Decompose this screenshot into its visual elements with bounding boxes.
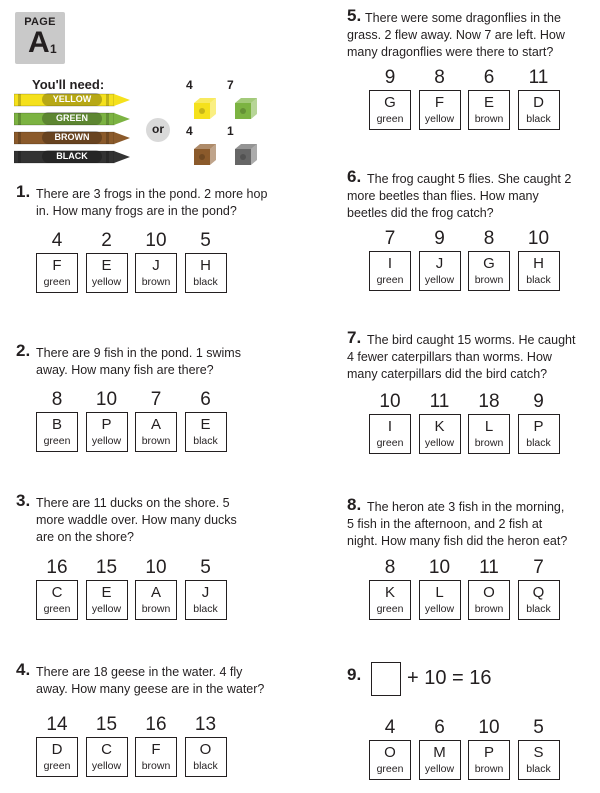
answer-value: 9	[533, 391, 544, 412]
answer-color: yellow	[424, 437, 455, 449]
answer-choice[interactable]	[185, 556, 227, 620]
answer-value: 16	[145, 714, 167, 735]
answer-value: 5	[200, 557, 211, 578]
answer-box	[419, 251, 461, 291]
answer-color: brown	[141, 603, 171, 615]
cube-icon	[231, 95, 255, 119]
answer-choice[interactable]	[518, 716, 560, 780]
answer-choice[interactable]	[86, 556, 128, 620]
equation-text: + 10 = 16	[407, 667, 492, 689]
answer-letter: D	[533, 94, 544, 111]
answer-color: black	[526, 113, 551, 125]
answer-box	[86, 737, 128, 777]
answer-letter: G	[384, 94, 396, 111]
answer-value: 4	[384, 717, 396, 738]
answer-color: yellow	[424, 603, 455, 615]
answer-box	[36, 253, 78, 293]
answer-box	[369, 580, 411, 620]
answer-letter: C	[101, 741, 112, 758]
answer-color: black	[193, 603, 218, 615]
answer-letter: F	[434, 94, 445, 111]
materials-heading: You'll need:	[32, 77, 105, 92]
answer-choice[interactable]	[36, 229, 78, 293]
answer-color: brown	[474, 603, 504, 615]
answer-box	[369, 414, 411, 454]
answer-color: brown	[474, 763, 504, 775]
answer-letter: J	[435, 255, 444, 272]
problem-number: 6.	[347, 167, 362, 186]
answer-color: green	[43, 760, 71, 772]
answer-box	[185, 737, 227, 777]
problem-text-line: are on the shore?	[36, 530, 134, 544]
answer-choice[interactable]	[518, 66, 560, 130]
answer-color: yellow	[91, 276, 122, 288]
cube-icon	[231, 141, 255, 165]
problem-text-line: night. How many fish did the heron eat?	[347, 534, 568, 548]
cube-count: 4	[186, 78, 193, 92]
answer-choice[interactable]	[468, 66, 510, 130]
answer-box	[419, 90, 461, 130]
answer-letter: K	[434, 418, 445, 435]
answer-value: 9	[384, 67, 396, 88]
answer-letter: P	[101, 416, 112, 433]
answer-color: yellow	[91, 603, 122, 615]
answer-letter: L	[435, 584, 444, 601]
answer-color: brown	[141, 760, 171, 772]
answer-choice[interactable]	[369, 227, 411, 291]
answer-letter: E	[483, 94, 494, 111]
answer-value: 5	[533, 717, 544, 738]
answer-letter: A	[150, 584, 161, 601]
answer-choice[interactable]	[36, 713, 78, 777]
answer-value: 8	[434, 67, 445, 88]
problem-number: 8.	[347, 495, 362, 514]
answer-letter: E	[101, 584, 112, 601]
crayon-label: BROWN	[42, 131, 102, 144]
problem-text-line: The bird caught 15 worms. He caught	[367, 333, 576, 347]
answer-choice[interactable]	[419, 227, 461, 291]
crayon-black	[14, 149, 136, 165]
answer-box	[135, 737, 177, 777]
answer-box	[419, 740, 461, 780]
cube-icon	[190, 95, 214, 119]
crayon-label: YELLOW	[42, 93, 102, 106]
answer-value: 10	[379, 391, 401, 412]
answer-color: black	[526, 603, 551, 615]
problem-text-line: There are 18 geese in the water. 4 fly	[36, 665, 243, 679]
answer-box	[468, 580, 510, 620]
answer-letter: P	[483, 744, 494, 761]
problem-text-line: more beetles than flies. How many	[347, 189, 539, 203]
answer-box	[135, 412, 177, 452]
answer-letter: Q	[532, 584, 545, 601]
answer-box	[518, 580, 560, 620]
answer-choice[interactable]	[468, 390, 510, 454]
answer-box	[185, 580, 227, 620]
answer-choice[interactable]	[468, 716, 510, 780]
answer-value: 7	[533, 557, 544, 578]
answer-letter: G	[483, 255, 495, 272]
answer-value: 7	[150, 389, 162, 410]
answer-color: green	[43, 276, 71, 288]
answer-box	[468, 90, 510, 130]
answer-value: 15	[95, 557, 118, 578]
answer-color: green	[376, 274, 404, 286]
answer-color: yellow	[424, 763, 455, 775]
or-label: or	[146, 118, 170, 142]
answer-letter: M	[433, 744, 446, 761]
answer-value: 10	[145, 557, 167, 578]
answer-box	[369, 740, 411, 780]
answer-choice[interactable]	[419, 390, 461, 454]
answer-letter: O	[199, 741, 212, 758]
answer-value: 9	[434, 228, 445, 249]
answer-value: 10	[145, 230, 167, 251]
cube-count: 7	[227, 78, 234, 92]
answer-letter: H	[533, 255, 544, 272]
answer-letter: A	[150, 416, 161, 433]
answer-color: brown	[141, 435, 171, 447]
answer-value: 7	[384, 228, 396, 249]
answer-box	[86, 412, 128, 452]
answer-color: green	[376, 763, 404, 775]
answer-box	[185, 412, 227, 452]
answer-box	[468, 414, 510, 454]
problem-text-line: many dragonflies were there to start?	[347, 45, 554, 59]
answer-color: yellow	[91, 760, 122, 772]
answer-choice[interactable]	[468, 556, 510, 620]
answer-letter: P	[533, 418, 544, 435]
answer-blank-box[interactable]	[371, 662, 401, 696]
problem-text-line: There are 11 ducks on the shore. 5	[36, 496, 230, 510]
answer-box	[86, 253, 128, 293]
answer-letter: F	[151, 741, 161, 758]
answer-color: yellow	[424, 113, 455, 125]
answer-letter: B	[51, 416, 62, 433]
answer-color: yellow	[91, 435, 122, 447]
answer-box	[36, 412, 78, 452]
answer-choice[interactable]	[419, 716, 461, 780]
answer-value: 11	[479, 557, 499, 578]
problem-number: 9.	[347, 665, 362, 684]
crayon-label: BLACK	[42, 150, 102, 163]
answer-color: brown	[474, 274, 504, 286]
answer-value: 11	[429, 391, 450, 412]
answer-box	[36, 737, 78, 777]
answer-color: green	[43, 435, 71, 447]
answer-color: yellow	[424, 274, 455, 286]
answer-letter: D	[51, 741, 63, 758]
answer-color: green	[376, 603, 404, 615]
answer-choice[interactable]	[36, 556, 78, 620]
problem-number: 3.	[16, 491, 31, 510]
problem-number: 1.	[16, 182, 31, 201]
answer-choice[interactable]	[185, 713, 227, 777]
answer-letter: I	[387, 418, 393, 435]
page-letter: A	[28, 26, 50, 59]
answer-value: 8	[483, 228, 495, 249]
answer-value: 6	[434, 717, 445, 738]
answer-value: 18	[478, 391, 500, 412]
answer-letter: E	[200, 416, 211, 433]
answer-color: black	[526, 274, 551, 286]
answer-box	[135, 253, 177, 293]
answer-box	[135, 580, 177, 620]
answer-value: 6	[483, 67, 495, 88]
answer-box	[36, 580, 78, 620]
answer-value: 10	[527, 228, 550, 249]
answer-choice[interactable]	[369, 390, 411, 454]
answer-choice[interactable]	[419, 66, 461, 130]
answer-value: 5	[200, 230, 211, 251]
answer-value: 8	[51, 389, 63, 410]
answer-choice[interactable]	[135, 713, 177, 777]
answer-choice[interactable]	[468, 227, 510, 291]
answer-letter: O	[483, 584, 495, 601]
problem-number: 4.	[16, 660, 31, 679]
answer-choice[interactable]	[518, 556, 560, 620]
answer-letter: J	[201, 584, 210, 601]
problem-text-line: in. How many frogs are in the pond?	[36, 204, 237, 218]
answer-choice[interactable]	[419, 556, 461, 620]
answer-color: green	[43, 603, 71, 615]
problem-text-line: many caterpillars did the bird catch?	[347, 367, 548, 381]
answer-box	[369, 90, 411, 130]
answer-choice[interactable]	[135, 556, 177, 620]
answer-choice[interactable]	[185, 229, 227, 293]
problem-number: 5.	[347, 6, 362, 25]
page-badge	[15, 12, 65, 64]
problem-text-line: 5 fish in the afternoon, and 2 fish at	[347, 517, 543, 531]
crayon-yellow	[14, 92, 136, 108]
answer-box	[468, 740, 510, 780]
answer-letter: S	[533, 744, 544, 761]
cube-icon	[190, 141, 214, 165]
problem-text-line: There are 9 fish in the pond. 1 swims	[36, 346, 241, 360]
answer-choice[interactable]	[86, 229, 128, 293]
answer-color: green	[376, 437, 404, 449]
answer-box	[518, 90, 560, 130]
problem-text-line: There were some dragonflies in the	[365, 11, 561, 25]
problem-text-line: away. How many fish are there?	[36, 363, 214, 377]
problem-text-line: away. How many geese are in the water?	[36, 682, 265, 696]
answer-letter: O	[384, 744, 396, 761]
answer-value: 8	[384, 557, 396, 578]
problem-text-line: more waddle over. How many ducks	[36, 513, 237, 527]
crayon-label: GREEN	[42, 112, 102, 125]
page-label: PAGE	[24, 16, 56, 28]
answer-value: 16	[46, 557, 68, 578]
answer-choice[interactable]	[369, 556, 411, 620]
answer-letter: F	[52, 257, 62, 274]
answer-color: black	[526, 763, 551, 775]
answer-choice[interactable]	[518, 227, 560, 291]
answer-value: 10	[95, 389, 118, 410]
answer-box	[185, 253, 227, 293]
answer-choice[interactable]	[369, 716, 411, 780]
answer-value: 11	[528, 67, 549, 88]
answer-value: 6	[200, 389, 211, 410]
answer-color: black	[193, 276, 218, 288]
crayon-green	[14, 111, 136, 127]
answer-box	[518, 414, 560, 454]
crayon-brown	[14, 130, 136, 146]
answer-choice[interactable]	[185, 388, 227, 452]
answer-box	[419, 580, 461, 620]
answer-color: brown	[474, 437, 504, 449]
problem-text-line: 4 fewer caterpillars than worms. How	[347, 350, 552, 364]
answer-color: brown	[474, 113, 504, 125]
answer-value: 13	[194, 714, 217, 735]
problem-number: 7.	[347, 328, 362, 347]
answer-value: 15	[95, 714, 118, 735]
answer-color: black	[193, 760, 218, 772]
answer-choice[interactable]	[135, 229, 177, 293]
problem-text-line: grass. 2 flew away. Now 7 are left. How	[347, 28, 565, 42]
answer-box	[518, 740, 560, 780]
answer-letter: E	[101, 257, 112, 274]
answer-value: 10	[478, 717, 500, 738]
answer-letter: L	[484, 418, 494, 435]
answer-color: brown	[141, 276, 171, 288]
answer-box	[419, 414, 461, 454]
answer-choice[interactable]	[36, 388, 78, 452]
problem-text-line: The frog caught 5 flies. She caught 2	[367, 172, 572, 186]
answer-choice[interactable]	[369, 66, 411, 130]
problem-text-line: The heron ate 3 fish in the morning,	[367, 500, 565, 514]
answer-letter: H	[200, 257, 211, 274]
answer-color: black	[526, 437, 551, 449]
answer-color: green	[376, 113, 404, 125]
cube-count: 4	[186, 124, 193, 138]
answer-letter: J	[152, 257, 160, 274]
answer-letter: I	[387, 255, 393, 272]
answer-box	[468, 251, 510, 291]
answer-box	[86, 580, 128, 620]
answer-value: 10	[428, 557, 451, 578]
answer-choice[interactable]	[86, 713, 128, 777]
answer-letter: K	[384, 584, 395, 601]
answer-value: 2	[101, 230, 112, 251]
answer-box	[369, 251, 411, 291]
answer-choice[interactable]	[518, 390, 560, 454]
problem-number: 2.	[16, 341, 31, 360]
problem-text-line: beetles did the frog catch?	[347, 206, 494, 220]
problem-text-line: There are 3 frogs in the pond. 2 more hop	[36, 187, 268, 201]
answer-choice[interactable]	[86, 388, 128, 452]
answer-box	[518, 251, 560, 291]
answer-letter: C	[51, 584, 63, 601]
answer-value: 14	[46, 714, 68, 735]
answer-color: black	[193, 435, 218, 447]
answer-choice[interactable]	[135, 388, 177, 452]
cube-count: 1	[227, 124, 234, 138]
answer-value: 4	[51, 230, 63, 251]
page-subscript: 1	[50, 42, 57, 56]
